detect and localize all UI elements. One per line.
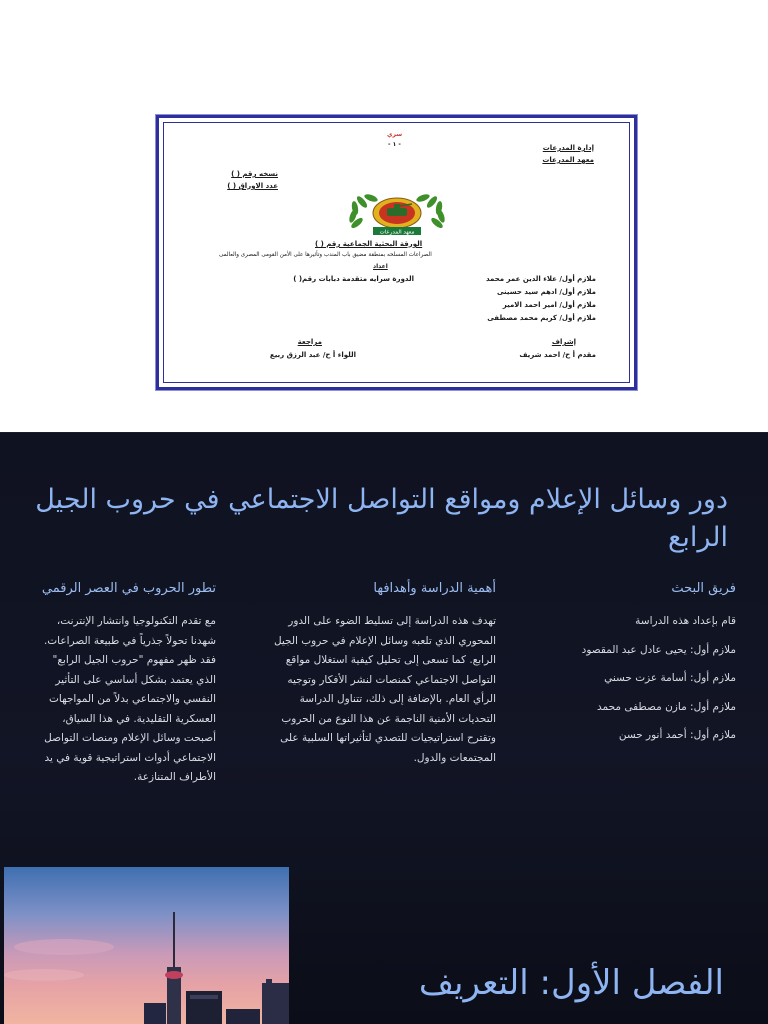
- skyline-illustration: [4, 867, 289, 1024]
- team-intro: قام بإعداد هذه الدراسة: [635, 615, 736, 627]
- cover-page-image: [156, 115, 637, 390]
- team-member: ملازم أول: مازن مصطفى محمد: [597, 700, 736, 713]
- cover-supervision-label: إشراف: [551, 338, 576, 346]
- evolution-heading: تطور الحروب في العصر الرقمي: [41, 581, 216, 596]
- cover-paper-title: الورقة البحثية الجماعية رقم ( ): [315, 240, 423, 248]
- cover-classification: سري: [387, 131, 403, 138]
- cover-institute: معهد المدرعات: [542, 156, 594, 164]
- team-member: ملازم أول: أحمد أنور حسن: [618, 729, 736, 742]
- evolution-body: مع تقدم التكنولوجيا وانتشار الإنترنت، شهدنا تحولاً جذرياً في طبيعة الصراعات. فقد ظهر مفهوم "حروب الجيل الرابع" الذي يعتمد بشكل أساسي على التأثير النفسي والاجتماعي بدلاً من المواجهات العسكرية التقليدية. في هذا السياق، أصبحت وسائل الإعلام ومنصات التواصل الاجتماعي أدوات استراتيجية قوية في يد الأطراف المتنازعة.: [43, 615, 216, 783]
- city-skyline-photo: [4, 867, 289, 1024]
- cover-copy-no: نسخه رقم ( ): [231, 170, 278, 178]
- cover-author-1: ملازم أول/ علاء الدين عمر محمد: [486, 275, 596, 283]
- cover-prepared-label: اعداد: [373, 263, 388, 270]
- cover-author-2: ملازم أول/ ادهم سيد حسينى: [496, 288, 596, 296]
- cover-supervisor: مقدم أ ح/ احمد شريف: [519, 351, 596, 359]
- logo-ribbon-text: معهد المدرعات: [379, 229, 415, 236]
- team-member: ملازم أول: يحيى عادل عبد المقصود: [581, 643, 736, 656]
- cover-paper-subject: الصراعات المسلحه بمنطقة مضيق باب المندب وتأثيرها على الأمن القومى المصرى والعالمى: [219, 252, 432, 258]
- team-heading: فريق البحث: [671, 581, 736, 596]
- cover-pages-count: عدد الاوراق ( ): [227, 182, 278, 190]
- presentation-slide: [0, 432, 768, 1024]
- importance-column: [271, 581, 496, 768]
- institute-logo: [337, 193, 457, 237]
- chapter-title: الفصل الأول: التعريف: [418, 963, 724, 1003]
- importance-body: تهدف هذه الدراسة إلى تسليط الضوء على الدور المحوري الذي تلعبه وسائل الإعلام في حروب الجيل الرابع. كما تسعى إلى تحليل كيفية استغلال مواقع التواصل الاجتماعي كمنصات لنشر الأفكار وتوجيه الرأي العام. بالإضافة إلى ذلك، تتناول الدراسة التحديات الأمنية الناجمة عن هذا النوع من الحروب وتقترح استراتيجيات للتصدي لتأثيراتها السلبية على المجتمعات والدول.: [273, 615, 496, 764]
- importance-heading: أهمية الدراسة وأهدافها: [373, 581, 496, 596]
- cover-review-label: مراجعة: [297, 338, 322, 346]
- cover-author-4: ملازم أول/ كريم محمد مصطفى: [487, 314, 596, 322]
- evolution-column: [36, 581, 216, 788]
- cover-admin: إدارة المدرعات: [542, 144, 594, 152]
- research-team-column: [536, 581, 736, 755]
- team-member: ملازم أول: أسامة عزت حسني: [604, 672, 736, 685]
- cover-author-3: ملازم أول/ امير احمد الامير: [502, 301, 596, 309]
- slide-title: دور وسائل الإعلام ومواقع التواصل الاجتماعي في حروب الجيل الرابع: [35, 484, 728, 553]
- cover-reviewer: اللواء أ ح/ عبد الرزق ربيع: [269, 351, 356, 359]
- laurel-emblem-icon: [337, 193, 457, 237]
- cover-course: الدورة سرايه متقدمة دبابات رقم( ): [293, 275, 414, 283]
- cover-page-marker: - ١ -: [388, 141, 401, 148]
- cover-area: [0, 0, 768, 432]
